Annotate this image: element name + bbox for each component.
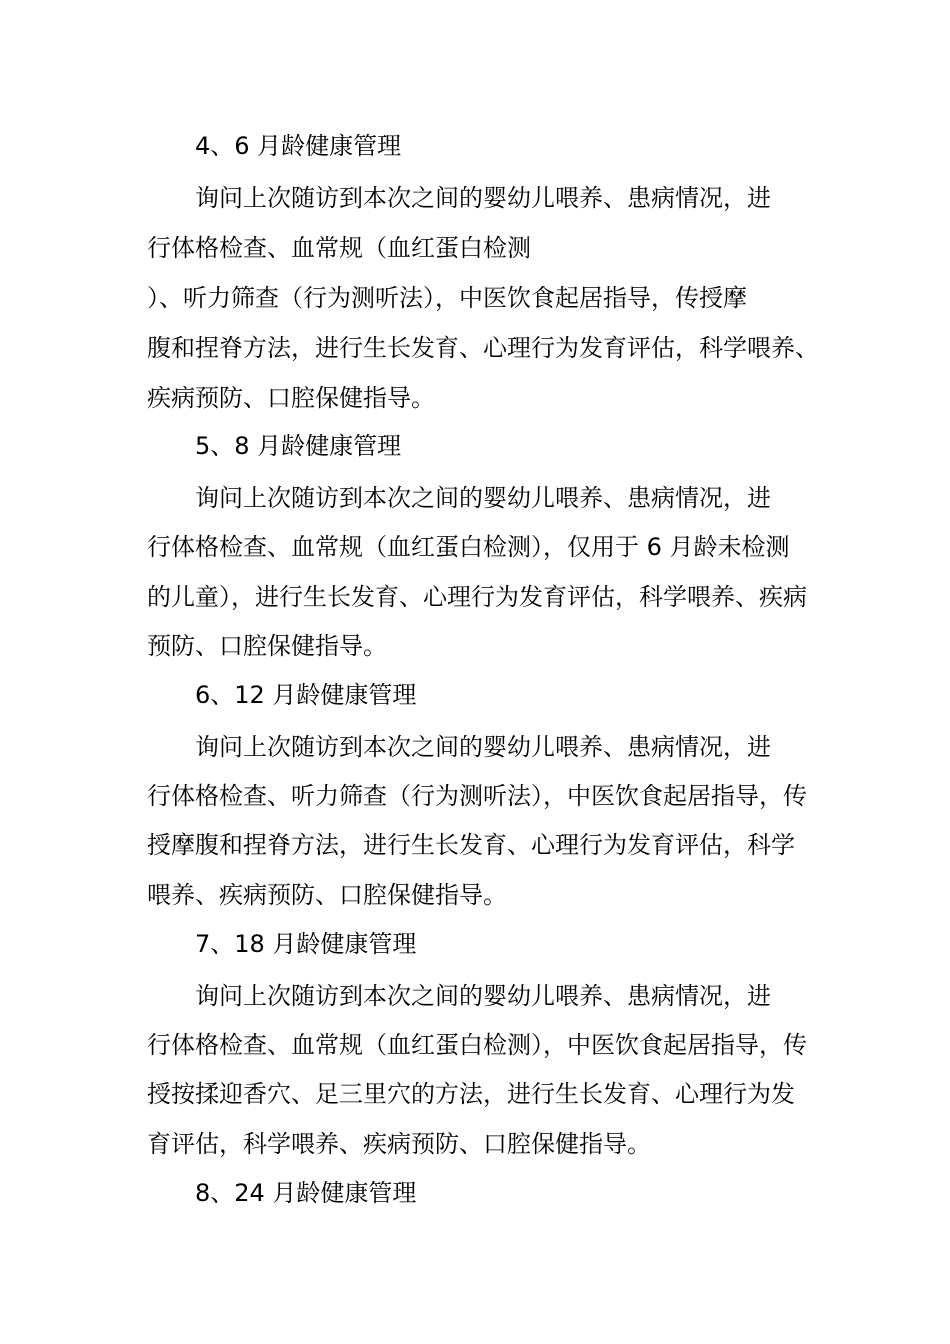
paragraph-line: 喂养、疾病预防、口腔保健指导。 <box>147 881 507 909</box>
paragraph-line: 的儿童），进行生长发育、心理行为发育评估，科学喂养、疾病 <box>147 583 807 611</box>
paragraph-line: 询问上次随访到本次之间的婴幼儿喂养、患病情况，进 <box>195 733 771 761</box>
heading-8-month: 5、8 月龄健康管理 <box>195 432 402 460</box>
paragraph-line: 疾病预防、口腔保健指导。 <box>147 384 435 412</box>
heading-12-month: 6、12 月龄健康管理 <box>195 681 417 709</box>
paragraph-line: 授摩腹和捏脊方法，进行生长发育、心理行为发育评估，科学 <box>147 831 795 859</box>
paragraph-line: 预防、口腔保健指导。 <box>147 632 387 660</box>
paragraph-line: 询问上次随访到本次之间的婴幼儿喂养、患病情况，进 <box>195 484 771 512</box>
paragraph-line: 行体格检查、血常规（血红蛋白检测 <box>147 234 531 262</box>
heading-6-month: 4、6 月龄健康管理 <box>195 132 402 160</box>
paragraph-line: 授按揉迎香穴、足三里穴的方法，进行生长发育、心理行为发 <box>147 1080 795 1108</box>
paragraph-line: 询问上次随访到本次之间的婴幼儿喂养、患病情况，进 <box>195 982 771 1010</box>
paragraph-line: 行体格检查、血常规（血红蛋白检测），中医饮食起居指导，传 <box>147 1031 807 1059</box>
heading-24-month: 8、24 月龄健康管理 <box>195 1179 417 1207</box>
paragraph-line: 腹和捏脊方法，进行生长发育、心理行为发育评估，科学喂养、 <box>147 334 819 362</box>
paragraph-line: ）、听力筛查（行为测听法），中医饮食起居指导，传授摩 <box>147 284 747 312</box>
paragraph-line: 询问上次随访到本次之间的婴幼儿喂养、患病情况，进 <box>195 184 771 212</box>
heading-18-month: 7、18 月龄健康管理 <box>195 930 417 958</box>
paragraph-line: 行体格检查、听力筛查（行为测听法），中医饮食起居指导，传 <box>147 782 807 810</box>
paragraph-line: 育评估，科学喂养、疾病预防、口腔保健指导。 <box>147 1130 651 1158</box>
paragraph-line: 行体格检查、血常规（血红蛋白检测），仅用于 6 月龄未检测 <box>147 533 790 561</box>
